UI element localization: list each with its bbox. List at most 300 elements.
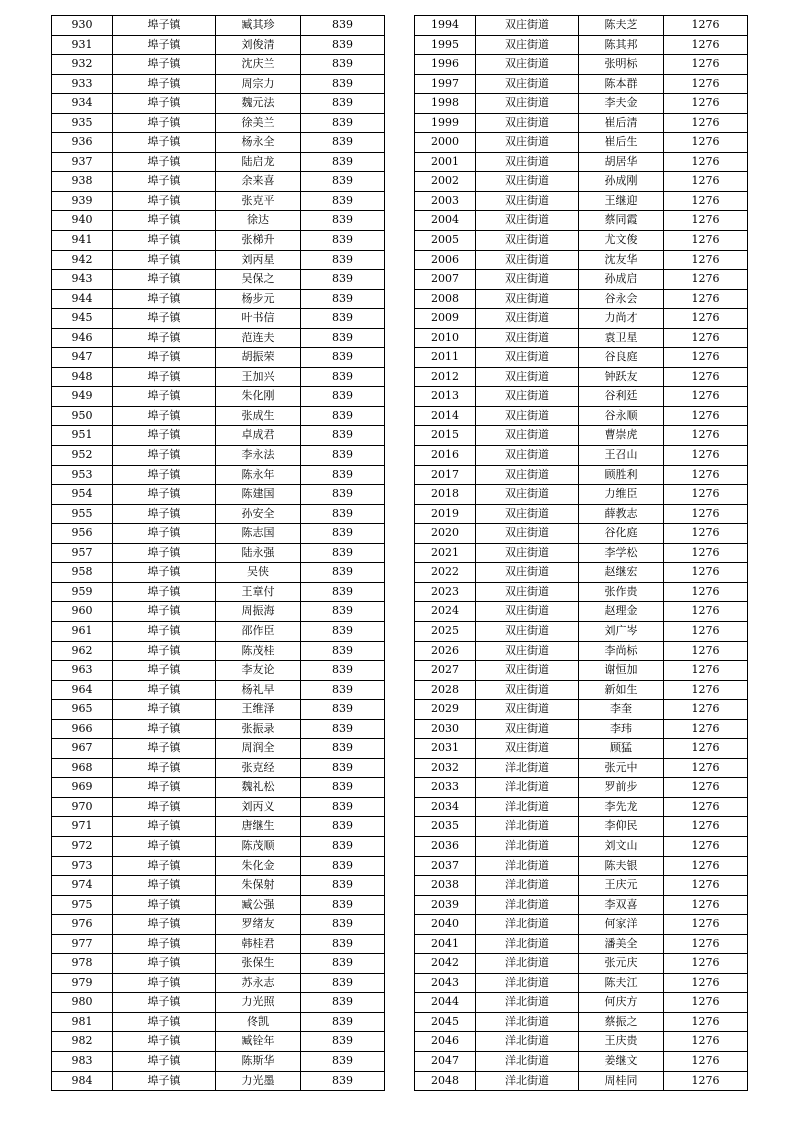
amount-cell: 1276 [664,270,748,290]
serial-number-cell: 2036 [415,836,476,856]
township-cell: 埠子镇 [113,719,216,739]
person-name-cell: 张明标 [579,55,664,75]
amount-cell: 839 [301,309,385,329]
person-name-cell: 佟凯 [216,1012,301,1032]
person-name-cell: 杨礼早 [216,680,301,700]
township-cell: 双庄街道 [476,270,579,290]
serial-number-cell: 1999 [415,113,476,133]
township-cell: 埠子镇 [113,133,216,153]
table-row [52,133,385,153]
table-row [415,485,748,505]
township-cell: 洋北街道 [476,934,579,954]
table-row [415,1071,748,1091]
table-row [52,328,385,348]
serial-number-cell: 945 [52,309,113,329]
amount-cell: 1276 [664,680,748,700]
township-cell: 双庄街道 [476,504,579,524]
amount-cell: 839 [301,231,385,251]
serial-number-cell: 956 [52,524,113,544]
serial-number-cell: 955 [52,504,113,524]
table-row [415,348,748,368]
township-cell: 双庄街道 [476,309,579,329]
township-cell: 双庄街道 [476,387,579,407]
township-cell: 洋北街道 [476,876,579,896]
person-name-cell: 陈斯华 [216,1051,301,1071]
township-cell: 双庄街道 [476,211,579,231]
table-row [52,74,385,94]
serial-number-cell: 947 [52,348,113,368]
table-row [52,993,385,1013]
amount-cell: 1276 [664,348,748,368]
table-row [415,563,748,583]
person-name-cell: 蔡振之 [579,1012,664,1032]
township-cell: 埠子镇 [113,289,216,309]
table-row [52,817,385,837]
person-name-cell: 刘文山 [579,836,664,856]
township-cell: 埠子镇 [113,172,216,192]
township-cell: 埠子镇 [113,582,216,602]
table-row [52,563,385,583]
table-row [415,582,748,602]
person-name-cell: 王庆贵 [579,1032,664,1052]
table-row [415,739,748,759]
table-row [52,113,385,133]
table-row [52,211,385,231]
serial-number-cell: 954 [52,485,113,505]
person-name-cell: 谷永顺 [579,406,664,426]
township-cell: 埠子镇 [113,680,216,700]
amount-cell: 1276 [664,35,748,55]
table-row [415,602,748,622]
person-name-cell: 吴保之 [216,270,301,290]
person-name-cell: 朱化刚 [216,387,301,407]
person-name-cell: 周宗力 [216,74,301,94]
township-cell: 双庄街道 [476,524,579,544]
serial-number-cell: 2019 [415,504,476,524]
person-name-cell: 姜继文 [579,1051,664,1071]
table-row [415,543,748,563]
table-row [52,465,385,485]
table-row [52,856,385,876]
person-name-cell: 曹崇虎 [579,426,664,446]
serial-number-cell: 971 [52,817,113,837]
serial-number-cell: 959 [52,582,113,602]
amount-cell: 839 [301,836,385,856]
township-cell: 洋北街道 [476,1032,579,1052]
person-name-cell: 谷良庭 [579,348,664,368]
person-name-cell: 周桂同 [579,1071,664,1091]
person-name-cell: 张克平 [216,191,301,211]
township-cell: 双庄街道 [476,16,579,36]
amount-cell: 1276 [664,934,748,954]
amount-cell: 839 [301,289,385,309]
person-name-cell: 余来喜 [216,172,301,192]
person-name-cell: 周润全 [216,739,301,759]
serial-number-cell: 960 [52,602,113,622]
township-cell: 埠子镇 [113,387,216,407]
serial-number-cell: 2033 [415,778,476,798]
serial-number-cell: 958 [52,563,113,583]
amount-cell: 839 [301,348,385,368]
serial-number-cell: 2043 [415,973,476,993]
person-name-cell: 谢恒加 [579,661,664,681]
serial-number-cell: 975 [52,895,113,915]
amount-cell: 839 [301,973,385,993]
person-name-cell: 刘广岑 [579,621,664,641]
township-cell: 埠子镇 [113,739,216,759]
township-cell: 埠子镇 [113,973,216,993]
amount-cell: 1276 [664,328,748,348]
township-cell: 双庄街道 [476,602,579,622]
serial-number-cell: 2041 [415,934,476,954]
township-cell: 埠子镇 [113,1071,216,1091]
amount-cell: 839 [301,250,385,270]
amount-cell: 839 [301,113,385,133]
amount-cell: 839 [301,1051,385,1071]
serial-number-cell: 2002 [415,172,476,192]
table-row [52,641,385,661]
amount-cell: 1276 [664,602,748,622]
township-cell: 埠子镇 [113,876,216,896]
serial-number-cell: 2022 [415,563,476,583]
township-cell: 双庄街道 [476,426,579,446]
serial-number-cell: 2042 [415,954,476,974]
table-row [52,778,385,798]
serial-number-cell: 963 [52,661,113,681]
table-row [52,426,385,446]
serial-number-cell: 2012 [415,367,476,387]
township-cell: 埠子镇 [113,915,216,935]
person-name-cell: 刘丙星 [216,250,301,270]
township-cell: 双庄街道 [476,700,579,720]
serial-number-cell: 969 [52,778,113,798]
township-cell: 双庄街道 [476,289,579,309]
amount-cell: 839 [301,641,385,661]
table-row [52,1032,385,1052]
amount-cell: 839 [301,328,385,348]
serial-number-cell: 976 [52,915,113,935]
serial-number-cell: 2040 [415,915,476,935]
table-row [415,289,748,309]
person-name-cell: 徐达 [216,211,301,231]
table-row [52,172,385,192]
township-cell: 洋北街道 [476,954,579,974]
township-cell: 双庄街道 [476,543,579,563]
person-name-cell: 李学松 [579,543,664,563]
township-cell: 洋北街道 [476,778,579,798]
amount-cell: 1276 [664,954,748,974]
amount-cell: 839 [301,485,385,505]
person-name-cell: 孙成启 [579,270,664,290]
table-row [52,836,385,856]
amount-cell: 1276 [664,94,748,114]
township-cell: 埠子镇 [113,621,216,641]
person-name-cell: 韩桂君 [216,934,301,954]
person-name-cell: 力光墨 [216,1071,301,1091]
table-row [52,719,385,739]
amount-cell: 839 [301,661,385,681]
person-name-cell: 钟跃友 [579,367,664,387]
serial-number-cell: 2037 [415,856,476,876]
person-name-cell: 陈茂顺 [216,836,301,856]
serial-number-cell: 952 [52,446,113,466]
township-cell: 埠子镇 [113,367,216,387]
person-name-cell: 徐美兰 [216,113,301,133]
serial-number-cell: 2048 [415,1071,476,1091]
serial-number-cell: 951 [52,426,113,446]
person-name-cell: 陈建国 [216,485,301,505]
serial-number-cell: 972 [52,836,113,856]
amount-cell: 1276 [664,504,748,524]
person-name-cell: 周振海 [216,602,301,622]
amount-cell: 1276 [664,563,748,583]
serial-number-cell: 1994 [415,16,476,36]
serial-number-cell: 982 [52,1032,113,1052]
township-cell: 双庄街道 [476,191,579,211]
serial-number-cell: 2009 [415,309,476,329]
township-cell: 埠子镇 [113,55,216,75]
township-cell: 埠子镇 [113,211,216,231]
serial-number-cell: 2020 [415,524,476,544]
amount-cell: 839 [301,1071,385,1091]
township-cell: 埠子镇 [113,758,216,778]
serial-number-cell: 2032 [415,758,476,778]
serial-number-cell: 974 [52,876,113,896]
amount-cell: 1276 [664,915,748,935]
amount-cell: 1276 [664,641,748,661]
township-cell: 埠子镇 [113,797,216,817]
person-name-cell: 尤文俊 [579,231,664,251]
table-row [415,16,748,36]
person-name-cell: 赵继宏 [579,563,664,583]
amount-cell: 839 [301,35,385,55]
serial-number-cell: 940 [52,211,113,231]
township-cell: 双庄街道 [476,406,579,426]
serial-number-cell: 939 [52,191,113,211]
person-name-cell: 刘丙义 [216,797,301,817]
township-cell: 洋北街道 [476,758,579,778]
person-name-cell: 邵作臣 [216,621,301,641]
table-row [52,1071,385,1091]
person-name-cell: 叶书信 [216,309,301,329]
amount-cell: 839 [301,758,385,778]
township-cell: 埠子镇 [113,1051,216,1071]
person-name-cell: 魏元法 [216,94,301,114]
serial-number-cell: 946 [52,328,113,348]
person-name-cell: 张梯升 [216,231,301,251]
table-row [52,680,385,700]
table-row [415,133,748,153]
amount-cell: 1276 [664,211,748,231]
person-name-cell: 沈友华 [579,250,664,270]
person-name-cell: 陈夫芝 [579,16,664,36]
township-cell: 埠子镇 [113,94,216,114]
township-cell: 埠子镇 [113,250,216,270]
person-name-cell: 王加兴 [216,367,301,387]
township-cell: 埠子镇 [113,191,216,211]
amount-cell: 1276 [664,661,748,681]
table-row [415,504,748,524]
township-cell: 埠子镇 [113,16,216,36]
serial-number-cell: 2004 [415,211,476,231]
table-row [415,191,748,211]
amount-cell: 839 [301,387,385,407]
table-row [415,426,748,446]
amount-cell: 839 [301,993,385,1013]
table-row [415,719,748,739]
township-cell: 双庄街道 [476,641,579,661]
table-row [415,211,748,231]
amount-cell: 1276 [664,485,748,505]
serial-number-cell: 964 [52,680,113,700]
amount-cell: 1276 [664,113,748,133]
serial-number-cell: 950 [52,406,113,426]
township-cell: 双庄街道 [476,94,579,114]
amount-cell: 839 [301,524,385,544]
serial-number-cell: 2000 [415,133,476,153]
person-name-cell: 臧铨年 [216,1032,301,1052]
amount-cell: 1276 [664,836,748,856]
township-cell: 埠子镇 [113,348,216,368]
township-cell: 埠子镇 [113,602,216,622]
person-name-cell: 袁卫星 [579,328,664,348]
amount-cell: 839 [301,621,385,641]
township-cell: 双庄街道 [476,74,579,94]
amount-cell: 1276 [664,543,748,563]
amount-cell: 1276 [664,152,748,172]
serial-number-cell: 941 [52,231,113,251]
table-row [415,973,748,993]
table-row [52,231,385,251]
person-name-cell: 朱化金 [216,856,301,876]
serial-number-cell: 2027 [415,661,476,681]
table-row [52,915,385,935]
township-cell: 洋北街道 [476,895,579,915]
amount-cell: 839 [301,876,385,896]
amount-cell: 839 [301,954,385,974]
table-row [415,113,748,133]
person-name-cell: 臧其珍 [216,16,301,36]
township-cell: 埠子镇 [113,954,216,974]
serial-number-cell: 953 [52,465,113,485]
amount-cell: 839 [301,446,385,466]
township-cell: 埠子镇 [113,231,216,251]
serial-number-cell: 2044 [415,993,476,1013]
township-cell: 双庄街道 [476,582,579,602]
serial-number-cell: 2031 [415,739,476,759]
serial-number-cell: 2003 [415,191,476,211]
township-cell: 双庄街道 [476,621,579,641]
township-cell: 埠子镇 [113,836,216,856]
amount-cell: 1276 [664,993,748,1013]
township-cell: 双庄街道 [476,172,579,192]
serial-number-cell: 2039 [415,895,476,915]
person-name-cell: 杨永全 [216,133,301,153]
amount-cell: 839 [301,797,385,817]
township-cell: 埠子镇 [113,270,216,290]
township-cell: 埠子镇 [113,328,216,348]
amount-cell: 1276 [664,719,748,739]
person-name-cell: 胡居华 [579,152,664,172]
table-row [52,700,385,720]
amount-cell: 1276 [664,406,748,426]
person-name-cell: 何庆方 [579,993,664,1013]
amount-cell: 839 [301,895,385,915]
township-cell: 洋北街道 [476,1071,579,1091]
amount-cell: 1276 [664,289,748,309]
serial-number-cell: 2023 [415,582,476,602]
township-cell: 埠子镇 [113,817,216,837]
person-name-cell: 李夫金 [579,94,664,114]
township-cell: 埠子镇 [113,895,216,915]
table-row [415,367,748,387]
table-row [52,191,385,211]
township-cell: 洋北街道 [476,817,579,837]
table-row [415,231,748,251]
amount-cell: 1276 [664,231,748,251]
table-row [415,621,748,641]
roster-table-left-body [52,16,385,1091]
township-cell: 埠子镇 [113,563,216,583]
person-name-cell: 陆永强 [216,543,301,563]
amount-cell: 1276 [664,55,748,75]
table-row [415,172,748,192]
person-name-cell: 王维泽 [216,700,301,720]
table-row [415,680,748,700]
township-cell: 洋北街道 [476,973,579,993]
serial-number-cell: 984 [52,1071,113,1091]
person-name-cell: 胡振荣 [216,348,301,368]
amount-cell: 1276 [664,16,748,36]
person-name-cell: 谷利廷 [579,387,664,407]
amount-cell: 1276 [664,973,748,993]
serial-number-cell: 2045 [415,1012,476,1032]
amount-cell: 839 [301,1012,385,1032]
table-row [52,94,385,114]
amount-cell: 839 [301,270,385,290]
township-cell: 双庄街道 [476,465,579,485]
amount-cell: 1276 [664,817,748,837]
serial-number-cell: 2007 [415,270,476,290]
table-row [52,309,385,329]
serial-number-cell: 937 [52,152,113,172]
person-name-cell: 罗前步 [579,778,664,798]
township-cell: 埠子镇 [113,113,216,133]
person-name-cell: 朱保射 [216,876,301,896]
table-row [52,758,385,778]
serial-number-cell: 944 [52,289,113,309]
table-row [52,661,385,681]
serial-number-cell: 1998 [415,94,476,114]
amount-cell: 839 [301,426,385,446]
table-row [415,661,748,681]
amount-cell: 839 [301,915,385,935]
serial-number-cell: 2021 [415,543,476,563]
table-row [52,954,385,974]
township-cell: 埠子镇 [113,35,216,55]
table-row [415,328,748,348]
township-cell: 双庄街道 [476,719,579,739]
serial-number-cell: 1995 [415,35,476,55]
township-cell: 双庄街道 [476,348,579,368]
amount-cell: 1276 [664,778,748,798]
amount-cell: 839 [301,934,385,954]
table-row [415,1032,748,1052]
serial-number-cell: 2035 [415,817,476,837]
roster-table-right [414,15,748,1091]
table-row [52,934,385,954]
amount-cell: 1276 [664,700,748,720]
